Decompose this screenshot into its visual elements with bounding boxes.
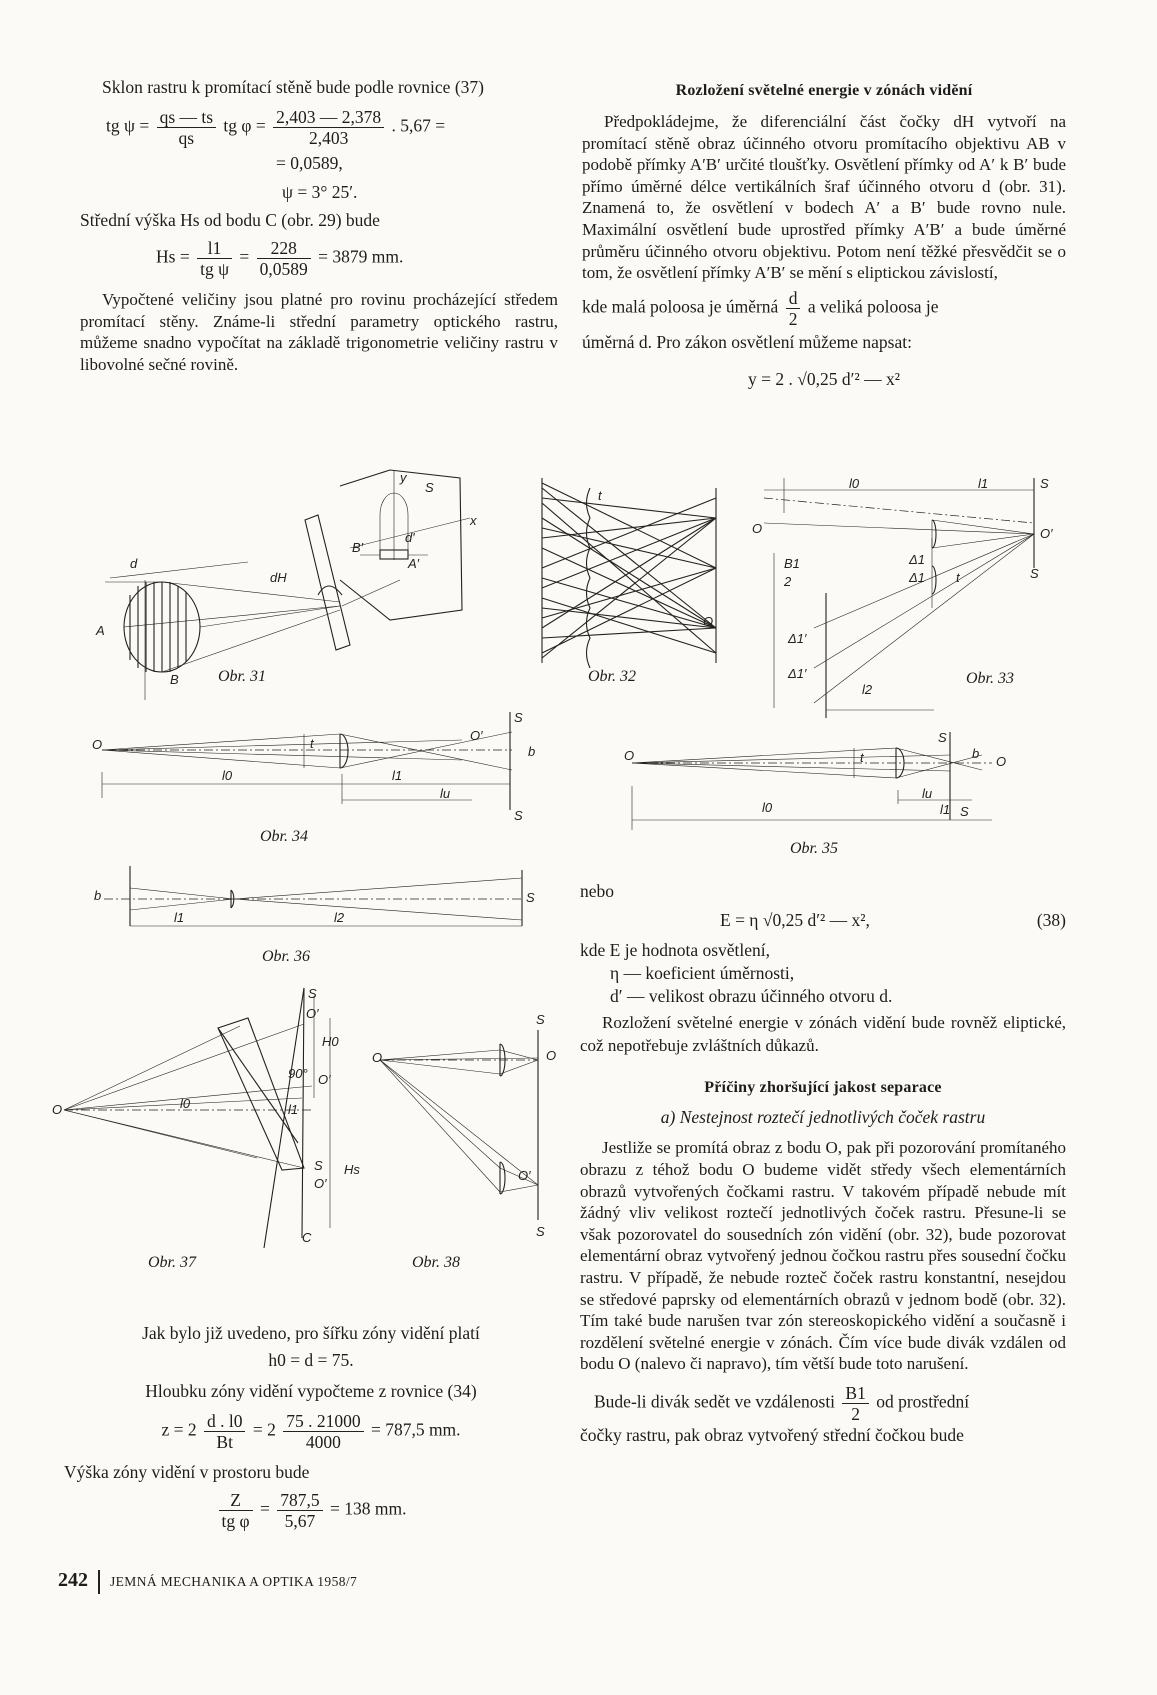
svg-text:S: S (514, 808, 523, 823)
journal-name: JEMNÁ MECHANIKA A OPTIKA 1958/7 (110, 1574, 358, 1589)
svg-text:O′: O′ (470, 728, 483, 743)
svg-text:O: O (52, 1102, 63, 1117)
equation-tg-psi: tg ψ = $\frac{qs — ts}{qs}$ tg φ = $\frac{2,403 — 2,378}{2,403}$ . 5,67 = (106, 107, 446, 149)
equation-h0: h0 = d = 75. (268, 1350, 354, 1371)
svg-text:A′: A′ (408, 556, 420, 571)
svg-text:S: S (1040, 476, 1049, 491)
subsection-heading: a) Nestejnost roztečí jednotlivých čoček rastru (660, 1107, 986, 1128)
svg-text:O: O (546, 1048, 557, 1063)
fraction: $\frac{787,5}{5,67}$ (277, 1490, 322, 1531)
figure-37 (52, 988, 392, 1248)
caption-obr-36: Obr. 36 (262, 948, 311, 965)
caption-obr-34: Obr. 34 (260, 828, 309, 845)
section-heading-separation: Příčiny zhoršující jakost separace (704, 1079, 942, 1097)
figure-34 (92, 710, 536, 823)
svg-text:S: S (526, 890, 535, 905)
svg-text:l1: l1 (940, 802, 951, 817)
figure-38 (372, 1012, 562, 1240)
equation-height: $\frac{Z}{\text{tg φ}}$ = $\frac{787,5}{5,67}$ = 138 mm. (64, 1490, 558, 1531)
intro-paragraph: Sklon rastru k promítací stěně bude podle rovnice (37) (102, 77, 484, 97)
nebo-text: nebo (580, 881, 615, 901)
svg-text:Δ1: Δ1 (909, 570, 925, 585)
caption-obr-37: Obr. 37 (148, 1254, 197, 1271)
caption-obr-38: Obr. 38 (412, 1254, 461, 1271)
svg-text:O: O (92, 737, 103, 752)
computed-values-paragraph: Vypočtené veličiny jsou platné pro rovinu procházející středem promítací stěny. Známe-li střední parametry optického rastru, můžeme snadno vypočítat na základě trigonometrie veličiny rastru v libovolné sečné rovině. (80, 289, 558, 375)
svg-text:l0: l0 (762, 800, 773, 815)
svg-text:S: S (308, 986, 317, 1001)
svg-text:x: x (470, 513, 477, 528)
svg-text:b: b (528, 744, 536, 759)
svg-text:O′: O′ (318, 1072, 331, 1087)
pitch-paragraph: Jestliže se promítá obraz z bodu O, pak při pozorování promítaného obrazu z téhož bodu O budeme vidět středy všech elementárních obrazů vytvořených čočkami rastru. V takovém případě nebude mít žádný vliv velikost roztečí jednotlivých čoček rastru. Přesune-li se však pozorovatel do sousedních zón vidění (obr. 32), bude pozorovat elementární obraz vytvořený jednou čočkou rastru přes sousední čočku rastru. V případě, že nebude rozteč čoček rastru konstantní, nesejdou se středové paprsky od elementárních obrazů v jednom bodě (obr. 32). Tím také bude narušen tvar zón stereoskopického vidění a současně i rozdělení světelné energie v zónách. Čím více bude divák vzdálen od bodu O (nalevo či napravo), tím větší bude toto narušení. (580, 1138, 1066, 1374)
svg-text:C: C (302, 1230, 312, 1245)
svg-text:S: S (938, 730, 947, 745)
svg-text:B: B (170, 672, 179, 687)
svg-text:O: O (703, 614, 714, 629)
caption-obr-35: Obr. 35 (790, 840, 839, 857)
legend-line-eta: η — koeficient úměrnosti, (610, 963, 795, 984)
svg-text:Δ1′: Δ1′ (788, 666, 807, 681)
equation-y: y = 2 . √0,25 d′² — x² (748, 369, 900, 390)
svg-text:t: t (860, 750, 864, 765)
svg-text:S: S (314, 1158, 323, 1173)
svg-text:l0: l0 (180, 1096, 191, 1111)
svg-text:l2: l2 (862, 682, 873, 697)
svg-text:l0: l0 (222, 768, 233, 783)
svg-text:l1: l1 (978, 476, 989, 491)
svg-text:y: y (400, 470, 407, 485)
svg-text:l1: l1 (392, 768, 403, 783)
svg-text:l2: l2 (334, 910, 345, 925)
fraction: $\frac{Z}{\text{tg φ}}$ (219, 1490, 253, 1531)
svg-text:O′: O′ (1040, 526, 1053, 541)
height-intro: Výška zóny vidění v prostoru bude (64, 1461, 310, 1482)
fraction: $\frac{228}{0,0589}$ (257, 238, 311, 279)
page-number: 242 (58, 1569, 88, 1591)
svg-text:b: b (972, 746, 980, 761)
svg-text:A: A (96, 623, 105, 638)
svg-text:S: S (514, 710, 523, 725)
left-column-bottom (64, 1322, 558, 1531)
svg-text:Δ1: Δ1 (909, 552, 925, 567)
svg-text:l1: l1 (288, 1102, 299, 1117)
footer-divider (98, 1570, 100, 1594)
svg-text:O: O (752, 521, 763, 536)
svg-text:dH: dH (270, 570, 287, 585)
hs-intro: Střední výška Hs od bodu C (obr. 29) bude (80, 209, 380, 230)
figure-35 (622, 730, 1007, 840)
svg-text:O′: O′ (518, 1168, 531, 1183)
svg-text:t: t (598, 488, 602, 503)
svg-text:l0: l0 (849, 476, 860, 491)
svg-text:S: S (536, 1224, 545, 1239)
svg-text:S: S (536, 1012, 545, 1027)
equation-E: E = η √0,25 d′² — x², (720, 910, 870, 931)
legend-line-d: d′ — velikost obrazu účinného otvoru d. (610, 986, 893, 1007)
illumination-law-intro: úměrná d. Pro zákon osvětlení můžeme napsat: (582, 331, 912, 352)
figure-31 (90, 470, 520, 690)
svg-text:l1: l1 (174, 910, 185, 925)
fraction: $\frac{B1}{2}$ (842, 1383, 868, 1424)
caption-obr-33: Obr. 33 (966, 670, 1015, 687)
svg-text:B′: B′ (352, 540, 364, 555)
fraction: $\frac{d}{2}$ (786, 288, 801, 329)
svg-text:d′: d′ (405, 530, 415, 545)
light-energy-paragraph: Předpokládejme, že diferenciální část čočky dH vytvoří na promítací stěně obraz účinného otvoru promítacího objektivu AB v podobě přímky A′B′ určité tloušťky. Osvětlení přímky od A′ k B′ bude přímo úměrné délce vertikálních šraf účinného otvoru d (obr. 31). Znamená to, že osvětlení v bodech A′ a B′ bude rovno nule. Maximální osvětlení bude uprostřed přímky A′B′ a bude úměrné průměru účinného otvoru objektivu. Potom není těžké přesvědčit se o tom, že osvětlení přímky A′B′ se mění s eliptickou závislostí, (582, 112, 1066, 283)
svg-text:t: t (310, 736, 314, 751)
fraction: $\frac{qs — ts}{qs}$ (157, 107, 216, 148)
caption-obr-32: Obr. 32 (588, 668, 637, 685)
left-column-top (80, 76, 558, 376)
viewer-distance-line: Bude-li divák sedět ve vzdálenosti $\frac{B1}{2}$ od prostřední (594, 1382, 970, 1424)
legend-line-E: kde E je hodnota osvětlení, (580, 940, 771, 961)
svg-text:lu: lu (440, 786, 451, 801)
svg-text:Δ1′: Δ1′ (788, 631, 807, 646)
right-column-bottom (580, 880, 1066, 1447)
fraction: $\frac{l1}{\text{tg ψ}}$ (197, 238, 232, 279)
svg-text:2: 2 (784, 574, 792, 589)
figure-32 (540, 478, 730, 663)
svg-text:90°: 90° (288, 1066, 308, 1081)
fraction: $\frac{2,403 — 2,378}{2,403}$ (273, 107, 384, 148)
svg-text:S: S (425, 480, 434, 495)
right-column-top (582, 80, 1066, 391)
svg-text:d: d (130, 556, 138, 571)
section-heading-light-energy: Rozložení světelné energie v zónách vidění (675, 82, 973, 99)
fraction: $\frac{75 . 21000}{4000}$ (283, 1411, 363, 1452)
semi-axis-line: kde malá poloosa je úměrná $\frac{d}{2}$ a veliká poloosa je (582, 287, 939, 329)
caption-obr-31: Obr. 31 (218, 668, 267, 685)
svg-text:B1: B1 (784, 556, 800, 571)
equation-angle: ψ = 3° 25′. (282, 182, 358, 203)
svg-text:H0: H0 (322, 1034, 339, 1049)
svg-text:O: O (372, 1050, 383, 1065)
svg-text:S: S (960, 804, 969, 819)
zone-width-intro: Jak bylo již uvedeno, pro šířku zóny vidění platí (142, 1323, 480, 1343)
svg-text:O: O (624, 748, 635, 763)
page-footer (58, 1567, 357, 1594)
svg-text:t: t (956, 570, 960, 585)
svg-text:b: b (94, 888, 102, 903)
svg-text:S: S (1030, 566, 1039, 581)
figure-36 (94, 866, 534, 936)
equation-E-row (580, 909, 1066, 939)
svg-text:O′: O′ (306, 1006, 319, 1021)
svg-text:Hs: Hs (344, 1162, 360, 1177)
svg-text:lu: lu (922, 786, 933, 801)
depth-intro: Hloubku zóny vidění vypočteme z rovnice (34) (145, 1381, 477, 1402)
viewer-distance-continued: čočky rastru, pak obraz vytvořený střední čočkou bude (580, 1425, 964, 1446)
elliptic-distribution-paragraph: Rozložení světelné energie v zónách vidění bude rovněž eliptické, což nepotřebuje zvláštních důkazů. (580, 1013, 1066, 1055)
equation-z: z = 2 $\frac{d . l0}{Bt}$ = 2 $\frac{75 . 21000}{4000}$ = 787,5 mm. (161, 1411, 461, 1453)
svg-text:O: O (996, 754, 1007, 769)
fraction: $\frac{d . l0}{Bt}$ (204, 1411, 246, 1452)
equation-result: = 0,0589, (276, 153, 343, 174)
equation-hs: Hs = $\frac{l1}{\text{tg ψ}}$ = $\frac{228}{0,0589}$ = 3879 mm. (156, 237, 404, 279)
svg-text:O′: O′ (314, 1176, 327, 1191)
equation-number: (38) (1036, 910, 1066, 931)
